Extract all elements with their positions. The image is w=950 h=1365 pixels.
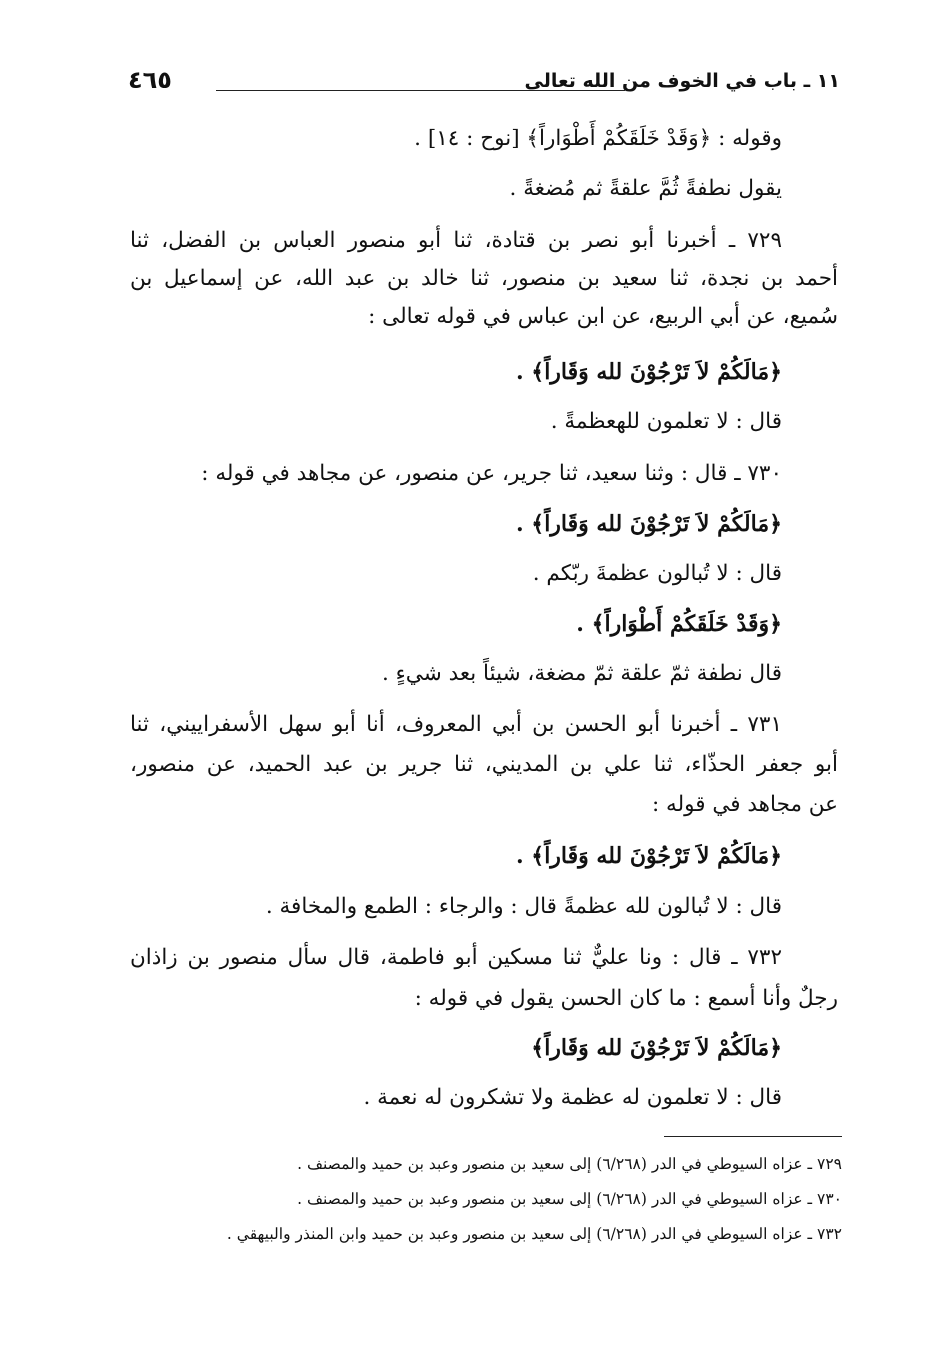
footnote: ٧٢٩ ـ عزاه السيوطي في الدر (٦/٢٦٨) إلى سعيد بن منصور وعبد بن حميد والمصنف .: [297, 1155, 842, 1173]
body-line: ﴿مَالَكُمْ لاَ تَرْجُوْنَ لله وَقَاراً﴾ .: [515, 843, 782, 869]
footnote: ٧٣٢ ـ عزاه السيوطي في الدر (٦/٢٦٨) إلى سعيد بن منصور وعبد بن حميد وابن المنذر والبيهقي .: [226, 1225, 842, 1243]
body-line: ٧٣٠ ـ قال : وثنا سعيد، ثنا جرير، عن منصور، عن مجاهد في قوله :: [201, 461, 782, 486]
body-line: ﴿مَالَكُمْ لاَ تَرْجُوْنَ لله وَقَاراً﴾ .: [515, 359, 782, 385]
page-number: ٤٦٥: [128, 66, 172, 94]
body-line: قال نطفة ثمّ علقة ثمّ مضغة، شيئاً بعد شيءٍ .: [382, 661, 782, 686]
header-rule: [216, 90, 625, 91]
body-line: قال : لا تُبالون لله عظمةً قال : والرجاء : الطمع والمخافة .: [265, 894, 782, 919]
footnote: ٧٣٠ ـ عزاه السيوطي في الدر (٦/٢٦٨) إلى سعيد بن منصور وعبد بن حميد والمصنف .: [297, 1190, 842, 1208]
body-line: ﴿مَالَكُمْ لاَ تَرْجُوْنَ لله وَقَاراً﴾ .: [515, 511, 782, 537]
body-line: قال : لا تعلمون له عظمة ولا تشكرون له نعمة .: [363, 1085, 782, 1110]
body-line: أحمد بن نجدة، ثنا سعيد بن منصور، ثنا خالد بن عبد الله، عن إسماعيل بن: [130, 266, 838, 291]
body-line: قال : لا تعلمون للهعظمةً .: [550, 409, 782, 434]
body-line: ٧٣١ ـ أخبرنا أبو الحسن بن أبي المعروف، أنا أبو سهل الأسفراييني، ثنا: [130, 712, 782, 737]
body-line: ﴿وَقَدْ خَلَقَكُمْ أَطْوَاراً﴾ .: [576, 611, 782, 637]
body-line: سُميع، عن أبي الربيع، عن ابن عباس في قوله تعالى :: [368, 304, 838, 329]
body-line: وقوله : ﴿وَقَدْ خَلَقَكُمْ أَطْوَاراً﴾ [نوح : ١٤] .: [414, 126, 782, 151]
body-line: أبو جعفر الحذّاء، ثنا علي بن المديني، ثنا جرير بن عبد الحميد، عن منصور،: [130, 752, 838, 777]
body-line: يقول نطفةً ثُمَّ علقةً ثم مُضغةً .: [509, 176, 782, 201]
body-line: ٧٣٢ ـ قال : ونا عليٌّ ثنا مسكين أبو فاطمة، قال سأل منصور بن زاذان: [130, 945, 782, 970]
body-line: قال : لا تُبالون عظمةَ ربّكم .: [532, 561, 782, 586]
footnote-rule: [664, 1136, 842, 1137]
chapter-title: ١١ ـ باب في الخوف من الله تعالى: [524, 70, 840, 92]
body-line: عن مجاهد في قوله :: [651, 792, 838, 817]
body-line: ٧٢٩ ـ أخبرنا أبو نصر بن قتادة، ثنا أبو منصور العباس بن الفضل، ثنا: [130, 228, 782, 253]
body-line: ﴿مَالَكُمْ لاَ تَرْجُوْنَ لله وَقَاراً﴾: [531, 1035, 782, 1061]
page-header: [128, 66, 840, 106]
body-line: رجلٌ وأنا أسمع : ما كان الحسن يقول في قوله :: [414, 986, 838, 1011]
